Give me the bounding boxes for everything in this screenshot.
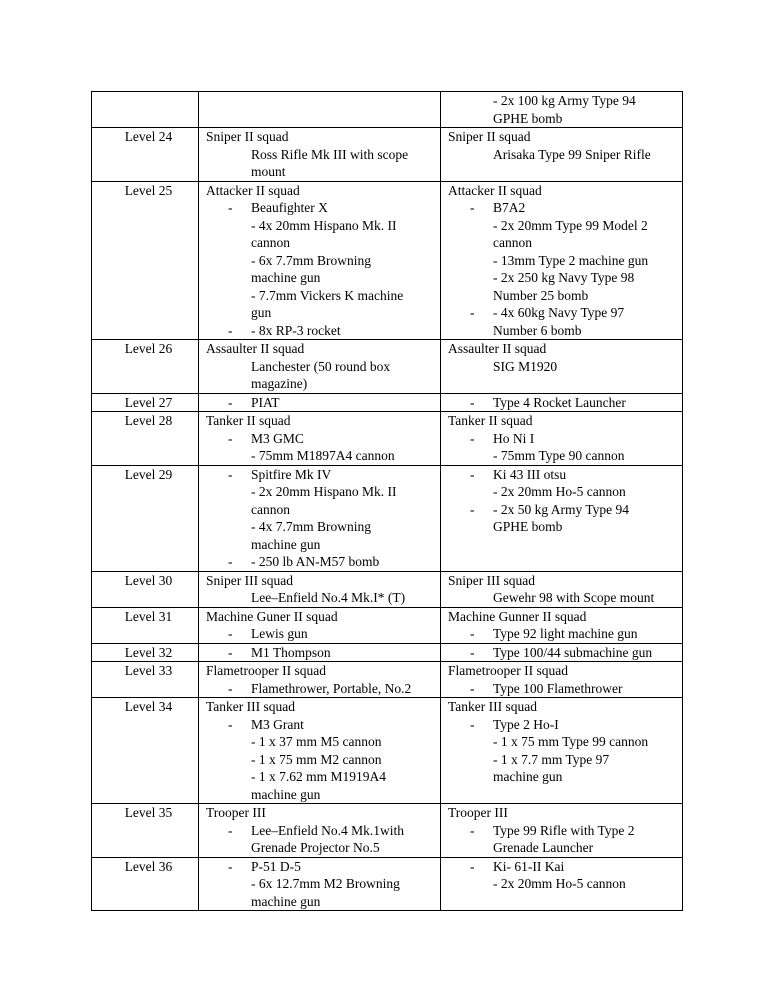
- allied-cell: [199, 571, 441, 607]
- axis-line: Attacker II squad: [448, 182, 542, 198]
- axis-line: GPHE bomb: [493, 519, 563, 534]
- allied-line: - 1 x 75 mm M2 cannon: [251, 751, 382, 767]
- allied-line: cannon: [251, 501, 290, 517]
- axis-line: - Ki- 61-II Kai: [448, 858, 682, 876]
- axis-cell: [441, 804, 683, 858]
- unit-level-table: [91, 91, 683, 911]
- axis-line: - 2x 100 kg Army Type 94: [493, 93, 636, 108]
- allied-line: magazine): [251, 376, 308, 391]
- allied-cell: [199, 340, 441, 394]
- allied-cell: [199, 128, 441, 182]
- allied-line: - 6x 7.7mm Browning: [251, 252, 371, 268]
- table-row: [92, 128, 683, 182]
- allied-cell: [199, 465, 441, 571]
- axis-cell: [441, 128, 683, 182]
- axis-line: Assaulter II squad: [448, 341, 547, 356]
- allied-cell: [199, 181, 441, 340]
- allied-line: Sniper II squad: [206, 129, 289, 144]
- allied-line: machine gun: [251, 270, 321, 285]
- axis-line: - 2x 250 kg Navy Type 98: [493, 270, 635, 285]
- axis-line: - 2x 20mm Ho-5 cannon: [493, 484, 626, 499]
- allied-cell: [199, 662, 441, 698]
- allied-cell: [199, 393, 441, 412]
- allied-line: Grenade Projector No.5: [251, 840, 380, 855]
- axis-line: GPHE bomb: [493, 110, 563, 126]
- axis-cell: [441, 571, 683, 607]
- axis-line: Trooper III: [448, 805, 508, 820]
- level-cell: Level 31: [92, 607, 199, 643]
- axis-line: - Type 2 Ho-I: [448, 716, 682, 734]
- allied-line: - Lewis gun: [206, 625, 440, 643]
- table-row: [92, 340, 683, 394]
- axis-cell: [441, 857, 683, 911]
- allied-line: - M3 Grant: [206, 716, 440, 734]
- axis-line: - - 4x 60kg Navy Type 97: [448, 304, 682, 322]
- table-row: [92, 393, 683, 412]
- allied-line: Tanker III squad: [206, 699, 296, 714]
- level-cell: Level 32: [92, 643, 199, 662]
- allied-line: - M3 GMC: [206, 430, 440, 448]
- axis-line: cannon: [493, 235, 532, 250]
- allied-line: machine gun: [251, 786, 321, 802]
- allied-line: - Beaufighter X: [206, 199, 440, 217]
- axis-line: - Ki 43 III otsu: [448, 466, 682, 484]
- table-row: [92, 857, 683, 911]
- allied-line: - 4x 7.7mm Browning: [251, 519, 371, 534]
- allied-line: Lee–Enfield No.4 Mk.I* (T): [251, 590, 406, 605]
- axis-cell: [441, 92, 683, 128]
- allied-line: gun: [251, 305, 272, 320]
- level-cell: Level 33: [92, 662, 199, 698]
- table-row: [92, 571, 683, 607]
- axis-line: - - 2x 50 kg Army Type 94: [448, 501, 682, 519]
- axis-cell: [441, 662, 683, 698]
- allied-line: - PIAT: [206, 394, 440, 412]
- allied-line: Tanker II squad: [206, 413, 291, 428]
- axis-cell: [441, 643, 683, 662]
- table-row: [92, 698, 683, 804]
- axis-cell: [441, 607, 683, 643]
- level-cell: Level 28: [92, 412, 199, 466]
- allied-cell: [199, 698, 441, 804]
- axis-line: - 75mm Type 90 cannon: [493, 448, 625, 463]
- allied-cell: [199, 412, 441, 466]
- table-row: [92, 92, 683, 128]
- axis-line: - 1 x 75 mm Type 99 cannon: [493, 734, 649, 749]
- allied-line: cannon: [251, 235, 290, 250]
- allied-line: Sniper III squad: [206, 572, 293, 588]
- table-row: [92, 804, 683, 858]
- level-cell: Level 29: [92, 465, 199, 571]
- axis-line: - Type 100/44 submachine gun: [448, 644, 682, 662]
- axis-cell: [441, 340, 683, 394]
- axis-line: Number 25 bomb: [493, 287, 589, 303]
- axis-line: SIG M1920: [493, 358, 558, 374]
- axis-line: Gewehr 98 with Scope mount: [493, 590, 655, 605]
- level-cell: Level 24: [92, 128, 199, 182]
- axis-line: - Type 92 light machine gun: [448, 625, 682, 643]
- axis-line: machine gun: [493, 769, 563, 784]
- allied-line: Trooper III: [206, 805, 266, 820]
- allied-line: - Spitfire Mk IV: [206, 466, 440, 484]
- allied-line: - 4x 20mm Hispano Mk. II: [251, 217, 397, 233]
- table-row: [92, 181, 683, 340]
- axis-line: Sniper II squad: [448, 129, 531, 144]
- level-cell: Level 36: [92, 857, 199, 911]
- axis-line: Flametrooper II squad: [448, 663, 568, 678]
- table-row: [92, 662, 683, 698]
- axis-line: - Ho Ni I: [448, 430, 682, 448]
- axis-line: - Type 100 Flamethrower: [448, 680, 682, 698]
- axis-line: Tanker II squad: [448, 413, 533, 428]
- axis-line: - B7A2: [448, 199, 682, 217]
- axis-cell: [441, 412, 683, 466]
- allied-line: machine gun: [251, 893, 321, 909]
- allied-cell: [199, 607, 441, 643]
- allied-line: - - 8x RP-3 rocket: [206, 322, 440, 340]
- allied-line: - M1 Thompson: [206, 644, 440, 662]
- allied-line: Flametrooper II squad: [206, 663, 326, 678]
- table-row: [92, 465, 683, 571]
- axis-line: - 2x 20mm Type 99 Model 2: [493, 217, 648, 233]
- table-row: [92, 412, 683, 466]
- allied-line: - Lee–Enfield No.4 Mk.1with: [206, 822, 440, 840]
- allied-line: - P-51 D-5: [206, 858, 440, 876]
- allied-line: Lanchester (50 round box: [251, 358, 391, 374]
- allied-line: Machine Guner II squad: [206, 608, 338, 624]
- axis-cell: [441, 181, 683, 340]
- level-cell: Level 26: [92, 340, 199, 394]
- axis-line: Machine Gunner II squad: [448, 608, 587, 624]
- axis-line: Grenade Launcher: [493, 840, 594, 855]
- allied-line: Attacker II squad: [206, 182, 300, 198]
- allied-line: - 2x 20mm Hispano Mk. II: [251, 484, 397, 499]
- table-row: [92, 607, 683, 643]
- allied-line: - 1 x 7.62 mm M1919A4: [251, 769, 386, 784]
- allied-cell: [199, 92, 441, 128]
- axis-cell: [441, 393, 683, 412]
- level-cell: [92, 92, 199, 128]
- level-cell: Level 30: [92, 571, 199, 607]
- table-row: [92, 643, 683, 662]
- axis-line: - 1 x 7.7 mm Type 97: [493, 751, 610, 767]
- allied-cell: [199, 643, 441, 662]
- allied-cell: [199, 804, 441, 858]
- allied-line: - 7.7mm Vickers K machine: [251, 287, 404, 303]
- allied-line: - - 250 lb AN-M57 bomb: [206, 553, 440, 571]
- allied-cell: [199, 857, 441, 911]
- allied-line: Ross Rifle Mk III with scope: [251, 146, 409, 162]
- level-cell: Level 35: [92, 804, 199, 858]
- allied-line: machine gun: [251, 536, 321, 552]
- level-cell: Level 25: [92, 181, 199, 340]
- level-cell: Level 27: [92, 393, 199, 412]
- allied-line: Assaulter II squad: [206, 341, 305, 356]
- axis-line: Sniper III squad: [448, 572, 535, 588]
- axis-line: - 2x 20mm Ho-5 cannon: [493, 876, 626, 891]
- allied-line: - 6x 12.7mm M2 Browning: [251, 876, 400, 891]
- axis-line: Arisaka Type 99 Sniper Rifle: [493, 146, 651, 162]
- axis-line: - Type 99 Rifle with Type 2: [448, 822, 682, 840]
- axis-line: - 13mm Type 2 machine gun: [493, 252, 649, 268]
- allied-line: - 75mm M1897A4 cannon: [251, 448, 395, 463]
- axis-cell: [441, 698, 683, 804]
- allied-line: - Flamethrower, Portable, No.2: [206, 680, 440, 698]
- allied-line: mount: [251, 164, 286, 179]
- axis-line: - Type 4 Rocket Launcher: [448, 394, 682, 412]
- axis-line: Number 6 bomb: [493, 322, 582, 338]
- allied-line: - 1 x 37 mm M5 cannon: [251, 734, 382, 749]
- axis-line: Tanker III squad: [448, 699, 538, 714]
- table-body: [92, 92, 683, 911]
- axis-cell: [441, 465, 683, 571]
- level-cell: Level 34: [92, 698, 199, 804]
